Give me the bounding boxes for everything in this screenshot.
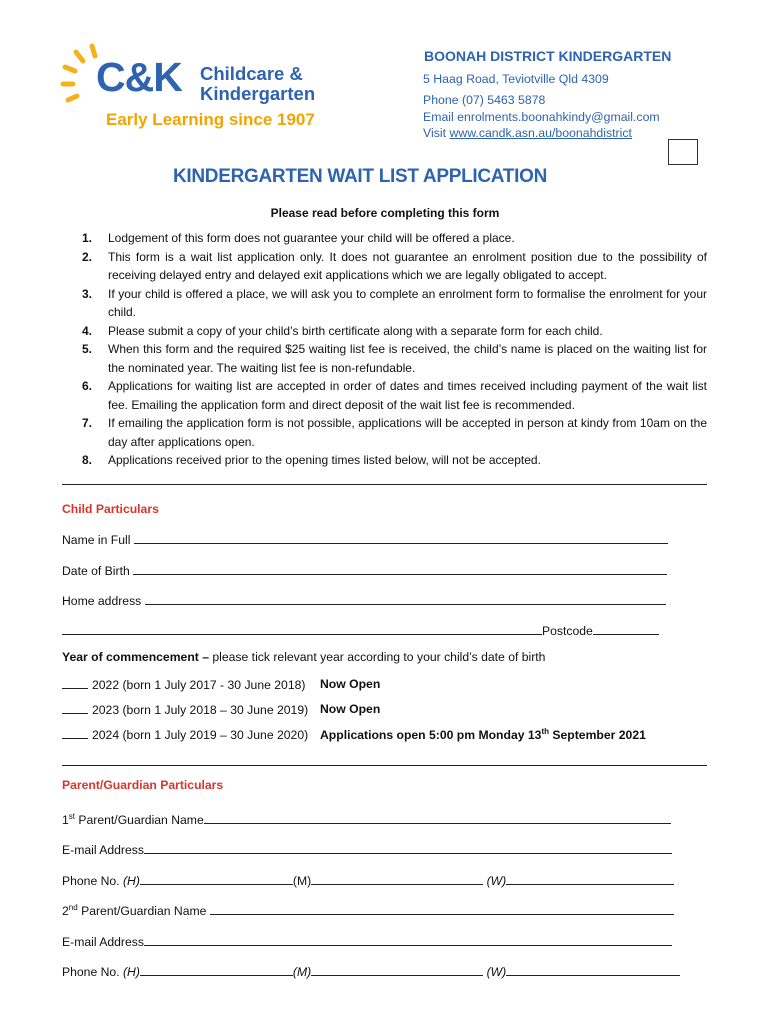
year-tick-2023[interactable] bbox=[62, 702, 88, 714]
year-option-2023[interactable]: 2023 (born 1 July 2018 – 30 June 2019) Now Open bbox=[62, 702, 308, 717]
list-item: 6. Applications for waiting list are accepted in order of dates and times received including payment of the wait list fee. Emailing the application form and direct deposit of the wait list fee is recommended. bbox=[82, 379, 707, 412]
form-title: KINDERGARTEN WAIT LIST APPLICATION bbox=[172, 166, 547, 187]
ck-logo bbox=[60, 40, 350, 135]
divider bbox=[62, 765, 707, 766]
office-use-checkbox[interactable] bbox=[668, 139, 698, 165]
logo-name: Childcare & Kindergarten bbox=[200, 63, 316, 104]
child-name-field[interactable]: Name in Full bbox=[62, 532, 668, 547]
child-address-line2-input[interactable] bbox=[62, 623, 542, 635]
commencement-label: Year of commencement – please tick relevant year according to your child’s date of birth bbox=[62, 650, 546, 664]
parent1-email-field[interactable]: E-mail Address bbox=[62, 842, 672, 857]
year-option-2022[interactable]: 2022 (born 1 July 2017 - 30 June 2018) Now Open bbox=[62, 677, 305, 692]
child-address-input[interactable] bbox=[145, 593, 666, 605]
parent1-email-input[interactable] bbox=[144, 842, 672, 854]
list-item: 7. If emailing the application form is not possible, applications will be accepted in person at kindy from 10am on the day after applications open. bbox=[82, 416, 707, 449]
address: 5 Haag Road, Teviotville Qld 4309 bbox=[423, 72, 609, 86]
website-link[interactable]: www.candk.asn.au/boonahdistrict bbox=[449, 126, 632, 140]
year-status: Now Open bbox=[320, 677, 381, 691]
year-tick-2024[interactable] bbox=[62, 727, 88, 739]
read-note: Please read before completing this form bbox=[270, 206, 500, 220]
divider bbox=[62, 484, 707, 485]
list-item: 1. Lodgement of this form does not guarantee your child will be offered a place. bbox=[82, 231, 515, 245]
phone: Phone (07) 5463 5878 bbox=[423, 93, 546, 107]
parent1-name-field[interactable]: 1st Parent/Guardian Name bbox=[62, 812, 671, 827]
parent-section-heading: Parent/Guardian Particulars bbox=[62, 778, 224, 792]
parent1-name-input[interactable] bbox=[204, 812, 671, 824]
child-address-line2-field[interactable]: Postcode bbox=[62, 623, 659, 638]
list-item: 2. This form is a wait list application only. It does not guarantee an enrolment position due to the possibility of receiving delayed entry and delayed exit applications which we are legally obligated to accept. bbox=[82, 249, 707, 282]
year-option-2024[interactable]: 2024 (born 1 July 2019 – 30 June 2020) Applications open 5:00 pm Monday 13th September 2021 bbox=[62, 727, 308, 742]
parent2-phone-h-input[interactable] bbox=[140, 964, 293, 976]
child-dob-field[interactable]: Date of Birth bbox=[62, 563, 667, 578]
list-item: 3. If your child is offered a place, we will ask you to complete an enrolment form to formalise the enrolment for your child. bbox=[82, 286, 707, 319]
website-line: Visit www.candk.asn.au/boonahdistrict bbox=[423, 126, 632, 140]
parent2-email-field[interactable]: E-mail Address bbox=[62, 934, 672, 949]
child-section-heading: Child Particulars bbox=[62, 502, 159, 516]
child-address-field[interactable]: Home address bbox=[62, 593, 666, 608]
parent2-email-input[interactable] bbox=[144, 934, 672, 946]
logo-brand: C&K bbox=[96, 54, 182, 100]
parent2-phone-field[interactable]: Phone No. (H) (M) (W) bbox=[62, 964, 680, 979]
child-name-input[interactable] bbox=[134, 532, 668, 544]
parent1-phone-h-input[interactable] bbox=[140, 873, 293, 885]
parent2-phone-w-input[interactable] bbox=[506, 964, 680, 976]
postcode-input[interactable] bbox=[593, 623, 659, 635]
list-item: 5. When this form and the required $25 waiting list fee is received, the child’s name is placed on the waiting list for the nominated year. The waiting list fee is non-refundable. bbox=[82, 342, 707, 375]
child-dob-input[interactable] bbox=[133, 563, 667, 575]
year-status: Applications open 5:00 pm Monday 13th September 2021 bbox=[320, 727, 646, 743]
email: Email enrolments.boonahkindy@gmail.com bbox=[423, 110, 660, 124]
kindergarten-name: BOONAH DISTRICT KINDERGARTEN bbox=[424, 48, 672, 64]
logo-tagline: Early Learning since 1907 bbox=[106, 110, 315, 129]
parent1-phone-field[interactable]: Phone No. (H) (M) (W) bbox=[62, 873, 674, 888]
year-status: Now Open bbox=[320, 702, 381, 716]
parent1-phone-w-input[interactable] bbox=[506, 873, 674, 885]
list-item: 4. Please submit a copy of your child’s birth certificate along with a separate form for each child. bbox=[82, 323, 603, 338]
list-item: 8. Applications received prior to the opening times listed below, will not be accepted. bbox=[82, 453, 541, 467]
parent2-name-input[interactable] bbox=[210, 903, 674, 915]
parent1-phone-m-input[interactable] bbox=[311, 873, 483, 885]
year-tick-2022[interactable] bbox=[62, 677, 88, 689]
parent2-phone-m-input[interactable] bbox=[311, 964, 483, 976]
instructions-list bbox=[62, 229, 707, 470]
parent2-name-field[interactable]: 2nd Parent/Guardian Name bbox=[62, 903, 674, 918]
